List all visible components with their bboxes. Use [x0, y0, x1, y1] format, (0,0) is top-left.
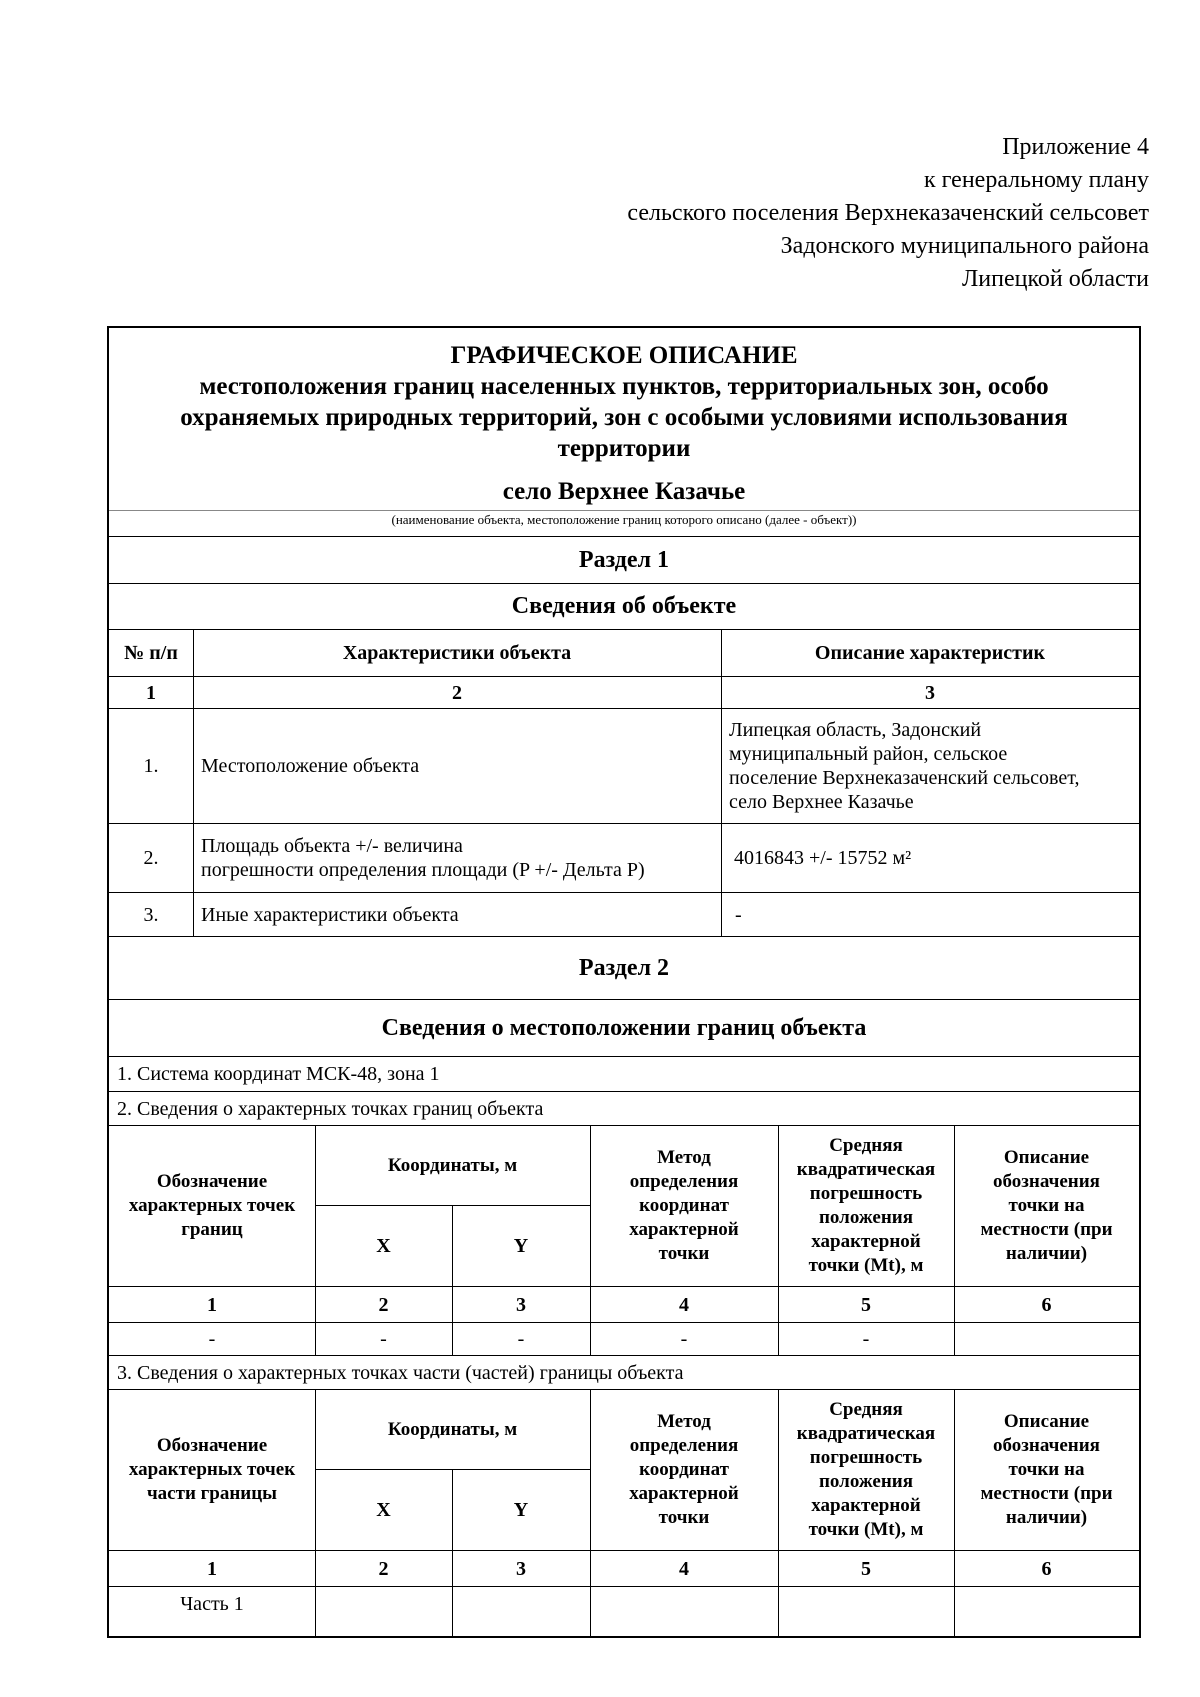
column-number: 5 [861, 1293, 871, 1316]
header-line: наличии) [1005, 1507, 1088, 1528]
table-row-characteristic [193, 824, 721, 892]
appendix-line: сельского поселения Верхнеказаченский сельсовет [627, 200, 1149, 226]
description-line: поселение Верхнеказаченский сельсовет, [729, 767, 1080, 789]
points-heading: 2. Сведения о характерных точках границ объекта [117, 1097, 544, 1120]
table-cell: - [680, 1328, 688, 1350]
table-cell: - [517, 1328, 525, 1350]
header-line: Обозначение [156, 1435, 268, 1456]
column-number: 2 [378, 1557, 389, 1580]
column-header-method [590, 1126, 778, 1286]
header-line: характерной [811, 1495, 921, 1516]
column-header-method [590, 1390, 778, 1550]
column-number: 1 [207, 1557, 217, 1580]
header-line: точки на [1008, 1195, 1085, 1216]
header-line: точки на [1008, 1459, 1085, 1480]
header-line: наличии) [1005, 1243, 1088, 1264]
header-line: определения [629, 1435, 739, 1456]
table-row-description [721, 709, 1139, 823]
object-name: село Верхнее Казачье [502, 478, 746, 505]
column-number: 1 [207, 1293, 217, 1316]
column-number: 4 [679, 1557, 689, 1580]
header-line: положения [818, 1207, 914, 1228]
header-line: обозначения [993, 1171, 1100, 1192]
document-frame [107, 326, 1141, 1638]
header-line: погрешность [809, 1183, 923, 1204]
header-line: определения [629, 1171, 739, 1192]
column-header-error [778, 1126, 954, 1286]
column-number: 3 [925, 681, 935, 704]
table-cell: - [862, 1328, 870, 1350]
column-number: 3 [516, 1293, 526, 1316]
description-line: Липецкая область, Задонский [729, 719, 982, 741]
column-number: 5 [861, 1557, 871, 1580]
column-header-error [778, 1390, 954, 1550]
table-cell [954, 1323, 1139, 1355]
column-header-number: № п/п [124, 642, 178, 664]
section2-title: Раздел 2 [578, 954, 670, 981]
header-line: погрешность [809, 1447, 923, 1468]
document-subtitle-line: охраняемых природных территорий, зон с особыми условиями использования [180, 404, 1068, 431]
column-header-x: X [376, 1499, 391, 1521]
column-header-description: Описание характеристик [814, 642, 1046, 664]
header-line: Обозначение [156, 1171, 268, 1192]
document-title: ГРАФИЧЕСКОЕ ОПИСАНИЕ [450, 342, 798, 369]
section1-subtitle: Сведения об объекте [511, 593, 737, 619]
table-row-number: 1. [143, 755, 159, 777]
header-line: Описание [1003, 1411, 1090, 1432]
table-row-number: 2. [143, 847, 159, 869]
section1-title: Раздел 1 [578, 546, 670, 573]
header-line: квадратическая [796, 1159, 936, 1180]
table-row-description: - [735, 903, 742, 926]
appendix-line: Задонского муниципального района [780, 233, 1149, 259]
column-number: 2 [452, 681, 462, 704]
column-number: 4 [679, 1293, 689, 1316]
column-header-designation [109, 1390, 315, 1550]
column-header-coordinates: Координаты, м [387, 1418, 518, 1440]
header-line: Описание [1003, 1147, 1090, 1168]
header-line: Метод [657, 1147, 711, 1168]
column-number: 6 [1041, 1557, 1052, 1580]
column-header-coordinates: Координаты, м [387, 1154, 518, 1176]
description-line: муниципальный район, сельское [729, 743, 1008, 765]
appendix-header [449, 131, 1149, 296]
coordinate-system: 1. Система координат МСК-48, зона 1 [117, 1063, 440, 1085]
header-line: точки [658, 1243, 710, 1264]
table-row-characteristic: Иные характеристики объекта [201, 903, 459, 926]
part-heading: 3. Сведения о характерных точках части (частей) границы объекта [117, 1361, 684, 1384]
document-subtitle-line: местоположения границ населенных пунктов, территориальных зон, особо [199, 373, 1049, 400]
column-header-designation [109, 1126, 315, 1286]
column-number: 2 [378, 1293, 389, 1316]
part-label: Часть 1 [180, 1593, 244, 1615]
document-subtitle-line: территории [557, 435, 691, 462]
header-line: характерной [629, 1483, 739, 1504]
divider [109, 510, 1139, 511]
header-line: координат [639, 1195, 729, 1216]
header-line: части границы [146, 1483, 278, 1504]
column-header-y: Y [513, 1235, 529, 1257]
characteristic-line: погрешности определения площади (P +/- Дельта P) [201, 859, 645, 881]
table-cell: - [208, 1328, 216, 1350]
header-line: характерной [811, 1231, 921, 1252]
header-line: точки (Mt), м [808, 1255, 924, 1276]
column-header-characteristics: Характеристики объекта [342, 642, 572, 664]
appendix-line: Липецкой области [962, 266, 1149, 292]
header-line: местности (при [980, 1219, 1113, 1240]
appendix-line: Приложение 4 [1002, 134, 1149, 160]
table-row-description: 4016843 +/- 15752 м² [734, 847, 912, 869]
column-number: 6 [1041, 1293, 1052, 1316]
header-line: границ [181, 1219, 243, 1240]
column-header-x: X [376, 1235, 391, 1257]
header-line: характерных точек [128, 1195, 296, 1216]
header-line: характерных точек [128, 1459, 296, 1480]
description-line: село Верхнее Казачье [729, 791, 914, 813]
column-header-point-description [954, 1390, 1139, 1550]
header-line: обозначения [993, 1435, 1100, 1456]
table-row-characteristic: Местоположение объекта [201, 755, 420, 777]
header-line: Средняя [829, 1399, 903, 1420]
column-number: 1 [146, 681, 156, 704]
object-name-note: (наименование объекта, местоположение границ которого описано (далее - объект)) [391, 512, 857, 527]
header-line: характерной [629, 1219, 739, 1240]
table-cell: - [380, 1328, 387, 1350]
column-number: 3 [516, 1557, 526, 1580]
column-header-y: Y [513, 1499, 529, 1521]
header-line: местности (при [980, 1483, 1113, 1504]
table-row-number: 3. [143, 903, 159, 926]
header-line: точки [658, 1507, 710, 1528]
header-line: квадратическая [796, 1423, 936, 1444]
header-line: положения [818, 1471, 914, 1492]
header-line: Средняя [829, 1135, 903, 1156]
header-line: координат [639, 1459, 729, 1480]
header-line: точки (Mt), м [808, 1519, 924, 1540]
section2-subtitle: Сведения о местоположении границ объекта [381, 1014, 867, 1041]
header-line: Метод [657, 1411, 711, 1432]
column-header-point-description [954, 1126, 1139, 1286]
characteristic-line: Площадь объекта +/- величина [201, 835, 463, 857]
appendix-line: к генеральному плану [923, 167, 1149, 193]
